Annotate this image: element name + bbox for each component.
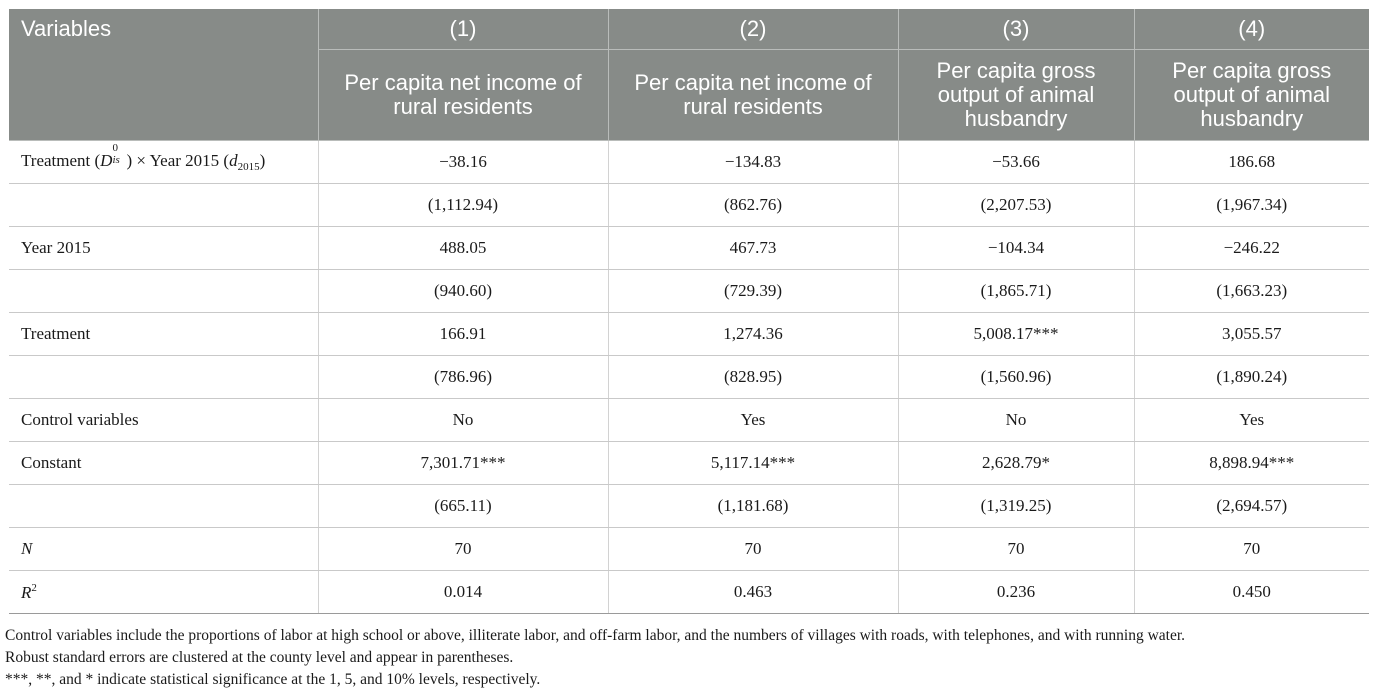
table-cell: 70 bbox=[318, 528, 608, 571]
row-label bbox=[9, 356, 318, 399]
row-label: Treatment bbox=[9, 313, 318, 356]
interaction-prefix: Treatment ( bbox=[21, 151, 101, 170]
table-cell: (2,207.53) bbox=[898, 184, 1134, 227]
table-cell: (1,112.94) bbox=[318, 184, 608, 227]
table-row bbox=[9, 399, 1369, 442]
row-label: Control variables bbox=[9, 399, 318, 442]
table-cell: −246.22 bbox=[1134, 227, 1369, 270]
row-label: Year 2015 bbox=[9, 227, 318, 270]
row-label bbox=[9, 270, 318, 313]
table-cell: 5,008.17*** bbox=[898, 313, 1134, 356]
table-cell: (1,560.96) bbox=[898, 356, 1134, 399]
table-row bbox=[9, 442, 1369, 485]
note-standard-errors: Robust standard errors are clustered at the county level and appear in parentheses. bbox=[5, 649, 514, 666]
table-row bbox=[9, 270, 1369, 313]
table-cell: 5,117.14*** bbox=[608, 442, 898, 485]
table-cell: Yes bbox=[608, 399, 898, 442]
table-cell: 0.014 bbox=[318, 571, 608, 614]
table-cell: −38.16 bbox=[318, 141, 608, 184]
interaction-suffix: ) bbox=[259, 151, 266, 170]
table-cell: 7,301.71*** bbox=[318, 442, 608, 485]
table-cell: 0.236 bbox=[898, 571, 1134, 614]
column-title-3: Per capita gross output of animal husbandry bbox=[898, 50, 1134, 141]
table-row bbox=[9, 227, 1369, 270]
d-symbol: D bbox=[100, 151, 113, 170]
table-cell: (665.11) bbox=[318, 485, 608, 528]
table-cell: 2,628.79* bbox=[898, 442, 1134, 485]
note-control-variables: Control variables include the proportions of labor at high school or above, illiterate labor, and off-farm labor, and the numbers of villages with roads, with telephones, and with running water. bbox=[5, 627, 1186, 644]
table-cell: (1,319.25) bbox=[898, 485, 1134, 528]
variables-header: Variables bbox=[9, 9, 318, 141]
table-row bbox=[9, 528, 1369, 571]
regression-table-container bbox=[9, 9, 1369, 614]
table-cell: No bbox=[318, 399, 608, 442]
table-cell: 70 bbox=[1134, 528, 1369, 571]
table-cell: −134.83 bbox=[608, 141, 898, 184]
table-cell: 0.450 bbox=[1134, 571, 1369, 614]
table-cell: (1,865.71) bbox=[898, 270, 1134, 313]
table-cell: (1,890.24) bbox=[1134, 356, 1369, 399]
row-label: N bbox=[9, 528, 318, 571]
table-body bbox=[9, 141, 1369, 614]
table-cell: −104.34 bbox=[898, 227, 1134, 270]
table-cell: 8,898.94*** bbox=[1134, 442, 1369, 485]
table-cell: (729.39) bbox=[608, 270, 898, 313]
row-label bbox=[9, 485, 318, 528]
table-cell: (786.96) bbox=[318, 356, 608, 399]
column-number-2: (2) bbox=[608, 9, 898, 50]
y-subscript: 2015 bbox=[237, 161, 260, 173]
d-superscript: 0 bbox=[112, 142, 118, 154]
table-row bbox=[9, 485, 1369, 528]
d-scripts bbox=[112, 142, 126, 166]
table-cell: (1,181.68) bbox=[608, 485, 898, 528]
row-label: Constant bbox=[9, 442, 318, 485]
table-cell: 3,055.57 bbox=[1134, 313, 1369, 356]
interaction-middle: ) × Year 2015 ( bbox=[126, 151, 230, 170]
table-cell: 467.73 bbox=[608, 227, 898, 270]
y-symbol: d bbox=[229, 151, 238, 170]
table-row bbox=[9, 184, 1369, 227]
table-row bbox=[9, 313, 1369, 356]
column-number-4: (4) bbox=[1134, 9, 1369, 50]
header-row-numbers bbox=[9, 9, 1369, 50]
table-cell: 166.91 bbox=[318, 313, 608, 356]
table-cell: (1,663.23) bbox=[1134, 270, 1369, 313]
table-cell: Yes bbox=[1134, 399, 1369, 442]
table-cell: 186.68 bbox=[1134, 141, 1369, 184]
table-cell: (2,694.57) bbox=[1134, 485, 1369, 528]
table-row bbox=[9, 571, 1369, 614]
row-label-r-squared bbox=[9, 571, 318, 614]
table-row bbox=[9, 356, 1369, 399]
column-title-4: Per capita gross output of animal husbandry bbox=[1134, 50, 1369, 141]
table-header bbox=[9, 9, 1369, 141]
table-cell: (940.60) bbox=[318, 270, 608, 313]
table-cell: No bbox=[898, 399, 1134, 442]
table-cell: 70 bbox=[898, 528, 1134, 571]
table-cell: (828.95) bbox=[608, 356, 898, 399]
note-significance: ***, **, and * indicate statistical significance at the 1, 5, and 10% levels, respectively. bbox=[5, 671, 541, 688]
column-number-3: (3) bbox=[898, 9, 1134, 50]
column-number-1: (1) bbox=[318, 9, 608, 50]
table-row bbox=[9, 141, 1369, 184]
column-title-2: Per capita net income of rural residents bbox=[608, 50, 898, 141]
table-notes bbox=[5, 625, 1370, 691]
table-cell: 70 bbox=[608, 528, 898, 571]
row-label bbox=[9, 184, 318, 227]
row-label-interaction bbox=[9, 141, 318, 184]
r-squared-exponent: 2 bbox=[31, 581, 37, 594]
table-cell: (1,967.34) bbox=[1134, 184, 1369, 227]
table-cell: (862.76) bbox=[608, 184, 898, 227]
regression-table bbox=[9, 9, 1369, 614]
table-cell: −53.66 bbox=[898, 141, 1134, 184]
table-cell: 0.463 bbox=[608, 571, 898, 614]
r-squared-base: R bbox=[21, 582, 32, 602]
table-cell: 1,274.36 bbox=[608, 313, 898, 356]
table-cell: 488.05 bbox=[318, 227, 608, 270]
column-title-1: Per capita net income of rural residents bbox=[318, 50, 608, 141]
d-subscript: is bbox=[112, 154, 120, 166]
